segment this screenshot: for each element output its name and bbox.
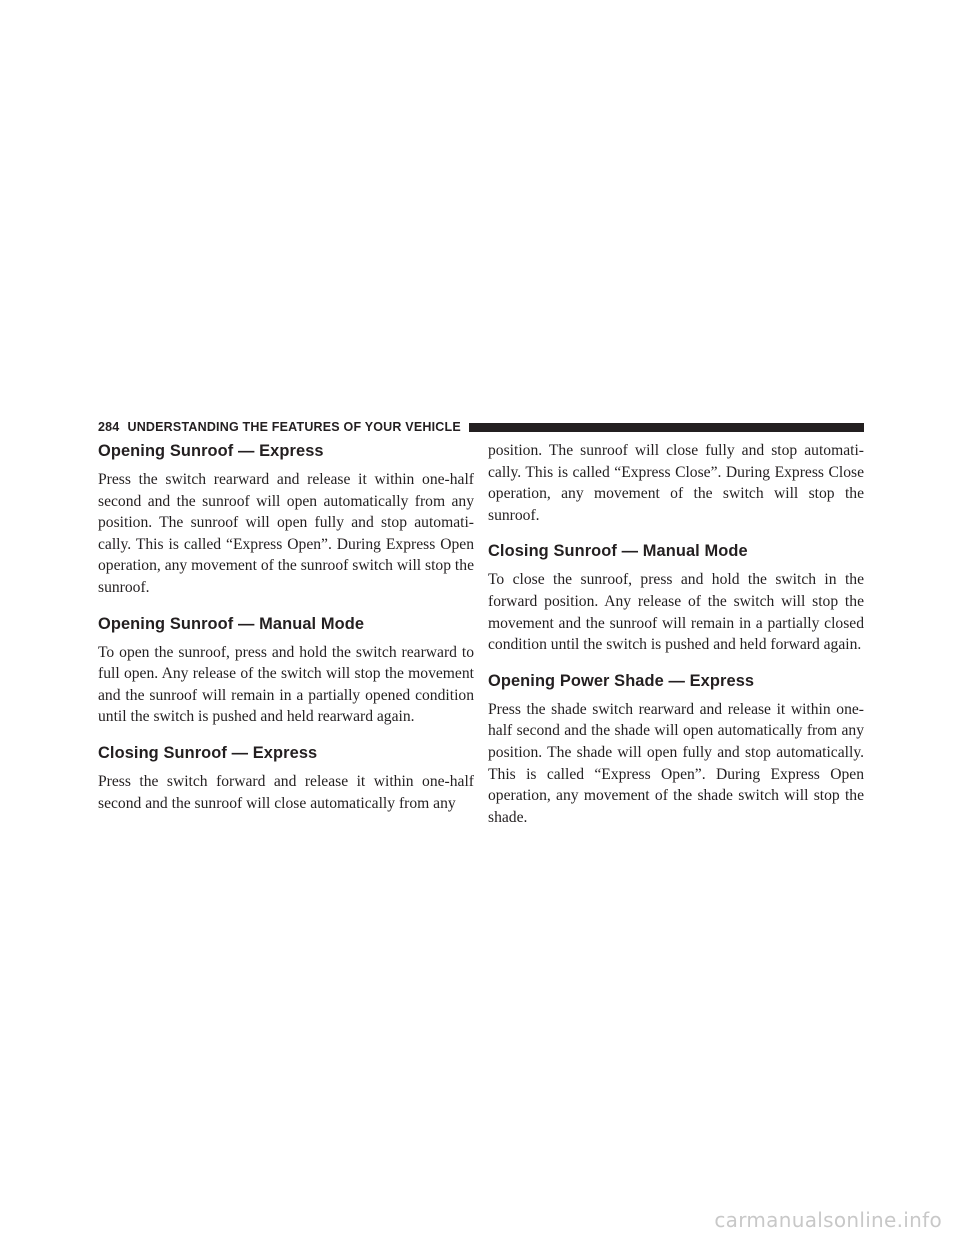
paragraph-closing-sunroof-express: Press the switch forward and release it within one-half second and the sunroof will close automatically from any xyxy=(98,772,474,812)
heading-opening-sunroof-manual: Opening Sunroof — Manual Mode xyxy=(98,614,365,633)
section-title: UNDERSTANDING THE FEATURES OF YOUR VEHICLE xyxy=(127,420,461,434)
heading-opening-power-shade-express: Opening Power Shade — Express xyxy=(488,671,755,690)
paragraph-opening-sunroof-manual: To open the sunroof, press and hold the switch rearward to full open. Any release of the switch will stop the movement and the sunroof will remain in a partially opened condition until the switch is pushed and held rearward again. xyxy=(98,643,474,726)
paragraph-closing-sunroof-express-continued: position. The sunroof will close fully and stop automati-cally. This is called “Express Close”. During Express Close operation, any movement of the switch will stop the sunroof. xyxy=(488,442,864,524)
heading-closing-sunroof-manual: Closing Sunroof — Manual Mode xyxy=(488,542,748,561)
heading-closing-sunroof-express: Closing Sunroof — Express xyxy=(98,743,318,762)
page-header xyxy=(98,418,864,436)
paragraph-opening-power-shade-express: Press the shade switch rearward and release it within one-half second and the shade will open automatically from any position. The shade will open fully and stop automatically. This is called “Express Open”. During Express Open operation, any movement of the shade switch will stop the shade. xyxy=(488,700,864,826)
right-column xyxy=(488,440,864,842)
header-rule xyxy=(469,423,864,432)
heading-opening-sunroof-express: Opening Sunroof — Express xyxy=(98,442,324,460)
paragraph-opening-sunroof-express: Press the switch rearward and release it within one-half second and the sunroof will open automatically from any position. The sunroof will open fully and stop automati-cally. This is called “Express Open”. During Express Open operation, any movement of the sunroof switch will stop the sunroof. xyxy=(98,471,474,596)
watermark: carmanualsonline.info xyxy=(714,1208,942,1232)
paragraph-closing-sunroof-manual: To close the sunroof, press and hold the switch in the forward position. Any release of the switch will stop the movement and the sunroof will remain in a partially closed condition until the switch is pushed and held forward again. xyxy=(488,571,864,654)
left-column xyxy=(98,440,474,828)
page-number: 284 xyxy=(98,420,120,434)
